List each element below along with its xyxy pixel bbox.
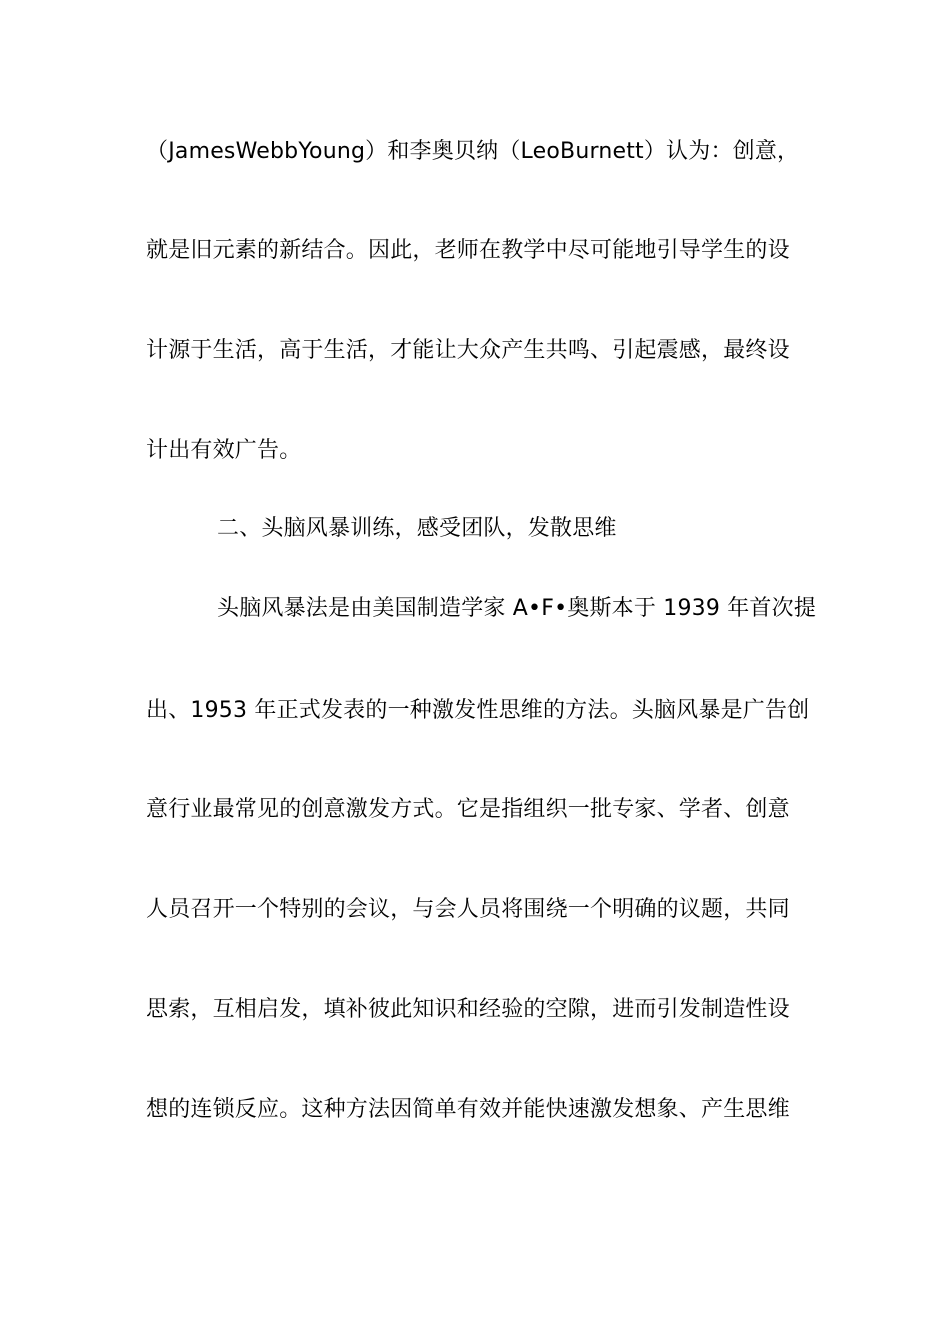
text-line: 计出有效广告。 (146, 438, 302, 463)
text-line: 出、1953 年正式发表的一种激发性思维的方法。头脑风暴是广告创 (146, 698, 810, 723)
section-heading: 二、头脑风暴训练，感受团队，发散思维 (217, 516, 617, 541)
text-line: （JamesWebbYoung）和李奥贝纳（LeoBurnett）认为：创意， (146, 139, 800, 164)
text-line: 思索，互相启发，填补彼此知识和经验的空隙，进而引发制造性设 (146, 997, 790, 1022)
text-line: 人员召开一个特别的会议，与会人员将围绕一个明确的议题，共同 (146, 897, 790, 922)
text-line: 就是旧元素的新结合。因此，老师在教学中尽可能地引导学生的设 (146, 238, 790, 263)
paragraph-first-line: 头脑风暴法是由美国制造学家 A•F•奥斯本于 1939 年首次提 (217, 596, 817, 621)
text-line: 计源于生活，高于生活，才能让大众产生共鸣、引起震感，最终设 (146, 338, 790, 363)
text-line: 意行业最常见的创意激发方式。它是指组织一批专家、学者、创意 (146, 797, 790, 822)
text-line: 想的连锁反应。这种方法因简单有效并能快速激发想象、产生思维 (146, 1097, 790, 1122)
